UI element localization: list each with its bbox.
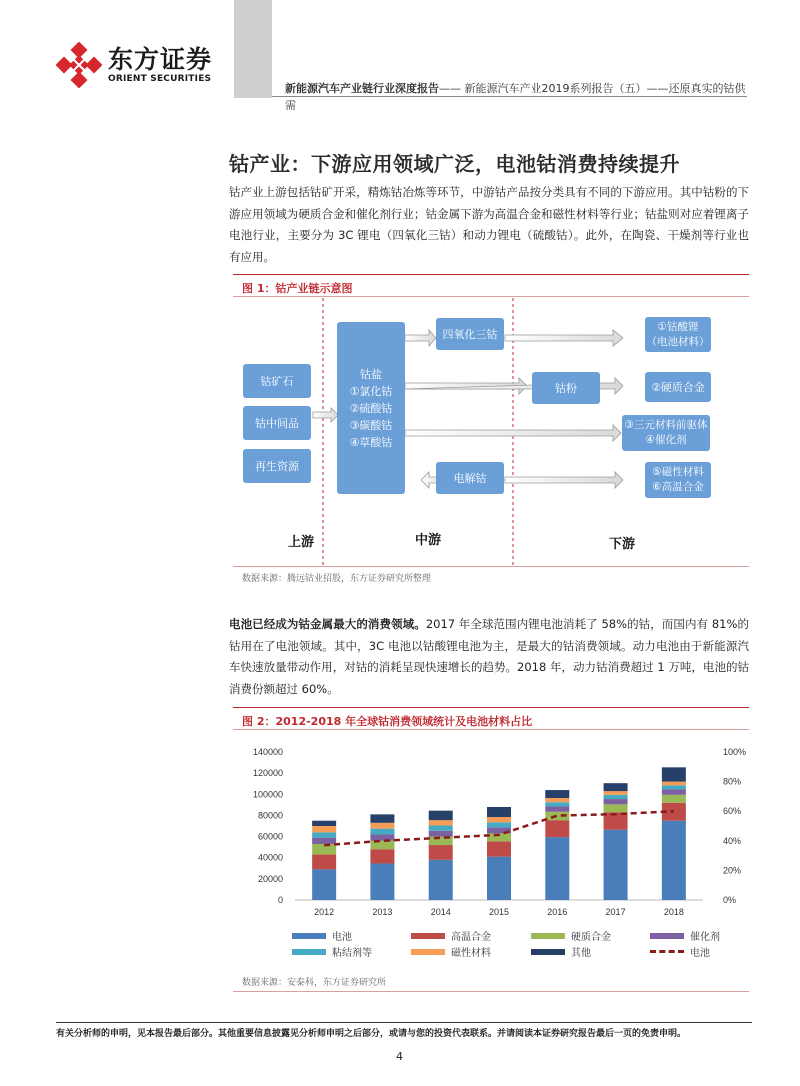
figure2-bottom-rule [233,991,749,992]
bar-segment [429,860,453,900]
legend-binder [292,944,372,959]
legend-swatch [411,933,445,939]
stage-label-upstream: 上游 [288,534,315,549]
bar-segment [662,767,686,781]
legend-label: 硬质合金 [571,932,611,943]
legend-swatch [531,949,565,955]
legend-high-temp [411,928,491,943]
report-header-title [285,80,755,114]
footer-divider [56,1022,752,1023]
legend-label: 其他 [571,948,591,959]
legend-label: 高温合金 [451,932,491,943]
bar-segment [370,864,394,900]
paragraph-2-lead: 电池已经成为钴金属最大的消费领域。 [229,617,426,631]
y2-tick-label: 0% [723,895,737,905]
figure1-top-rule [233,274,749,275]
box-ternary-catalyst: ③三元材料前驱体 ④催化剂 [622,415,710,451]
bar-segment [312,869,336,900]
paragraph-1: 钴产业上游包括钴矿开采，精炼钴冶炼等环节，中游钴产品按分类具有不同的下游应用。其中钴粉的下游应用领域为硬质合金和催化剂行业；钴金属下游为高温合金和磁性材料等行业；钴盐则对应着锂离子电池行业，主要分为 3C 锂电（四氧化三钴）和动力锂电（硫酸钴）。此外，在陶瓷、干燥剂等行业也有应用。 [229,185,749,264]
figure2-top-rule [233,707,749,708]
legend-label: 磁性材料 [451,948,491,959]
header-divider [272,96,747,97]
legend-swatch [292,933,326,939]
y-tick-label: 120000 [252,768,283,779]
legend-swatch [650,950,684,953]
bar-segment [370,823,394,829]
logo-en-text: ORIENT SECURITIES [108,74,212,84]
y2-tick-label: 80% [723,776,742,787]
y-tick-label: 80000 [257,810,283,821]
bar-segment [604,804,628,812]
logo [56,42,212,88]
x-tick-label: 2012 [314,907,335,917]
legend-magnetic [411,944,491,959]
paragraph-2-body: 2017 年全球范围内锂电池消耗了 58%的钴，而国内有 81%的钴用在了电池领域。其中，3C 电池以钴酸锂电池为主，是最大的钴消费领域。动力电池由于新能源汽车快速放量带动作用，对钴的消耗呈现快速增长的趋势。2018 年，动力钴消费超过 1 万吨，电池的钴消费份额超过 60%。 [229,617,750,696]
bar-segment [429,811,453,821]
y2-tick-label: 20% [723,865,742,876]
box-cobalt-powder: 钴粉 [532,372,600,404]
bar-segment [429,825,453,830]
x-tick-label: 2016 [547,907,568,917]
box-tco: 四氧化三钴 [436,318,504,350]
bar-segment [429,820,453,825]
bar-segment [545,837,569,900]
y2-tick-label: 100% [723,747,747,757]
bar-segment [429,831,453,837]
bar-segment [545,798,569,802]
y-tick-label: 0 [277,895,283,905]
arrow-upstream [313,408,338,422]
legend-other [531,944,591,959]
arrow-salt-tco [405,330,436,346]
bar-segment [545,790,569,798]
footer-disclaimer: 有关分析师的申明，见本报告最后部分。其他重要信息披露见分析师申明之后部分，或请与您的投资代表联系。并请阅读本证券研究报告最后一页的免责申明。 [56,1029,687,1039]
bar-segment [487,817,511,822]
header-gray-bar [234,0,272,98]
legend-hard [531,928,611,943]
legend-label: 电池 [690,948,710,959]
bar-segment [662,785,686,789]
x-tick-label: 2017 [605,907,626,917]
figure1-title: 图 1：钴产业链示意图 [242,282,353,295]
figure1-title-rule [233,296,749,297]
bar-segment [487,822,511,827]
box-recycled: 再生资源 [243,449,311,483]
legend-swatch [411,949,445,955]
stage-label-midstream: 中游 [415,532,442,547]
y-tick-label: 100000 [252,789,283,800]
legend-label: 催化剂 [690,932,720,943]
bar-segment [312,844,336,855]
legend-label: 电池 [332,932,352,943]
bar-segment [662,790,686,795]
legend-swatch [292,949,326,955]
x-tick-label: 2013 [372,907,393,917]
bar-segment [370,834,394,840]
figure2-title: 图 2：2012-2018 年全球钴消费领域统计及电池材料占比 [242,715,533,728]
cobalt-consumption-chart [233,740,749,930]
figure1-bottom-rule [233,566,749,567]
section-title: 钴产业：下游应用领域广泛，电池钴消费持续提升 [229,152,680,176]
bar-segment [312,855,336,870]
bar-segment [487,841,511,856]
x-tick-label: 2018 [663,907,684,917]
legend-swatch [531,933,565,939]
legend-label: 粘结剂等 [332,948,372,959]
bar-segment [370,841,394,849]
bar-segment [429,845,453,860]
box-licoo2: ①钴酸锂 （电池材料） [645,317,711,352]
bar-segment [487,857,511,900]
legend-catalyst [650,928,720,943]
y-tick-label: 60000 [257,831,283,842]
bar-segment [370,829,394,835]
figure2-source: 数据来源：安泰科，东方证券研究所 [242,978,387,988]
bar-segment [370,814,394,822]
bar-segment [312,826,336,832]
bar-segment [370,849,394,863]
bar-segment [604,783,628,791]
box-electrolytic-cobalt: 电解钴 [436,462,504,494]
bar-segment [604,791,628,795]
bar-segment [604,799,628,804]
bar-segment [545,820,569,837]
logo-cn-text: 东方证券 [108,45,213,74]
box-cobalt-intermediate: 钴中间品 [243,406,311,440]
orient-logo-icon [56,42,102,88]
y2-tick-label: 60% [723,806,742,817]
bar-segment [662,821,686,900]
bar-segment [604,830,628,900]
box-cobalt-salt: 钴盐 ①氯化钴 ②硫酸钴 ③碳酸钴 ④草酸钴 [337,322,405,494]
box-magnetic-superalloy: ⑤磁性材料 ⑥高温合金 [645,462,711,498]
legend-swatch [650,933,684,939]
y-tick-label: 140000 [252,747,283,757]
bar-segment [545,806,569,811]
bar-segment [312,838,336,844]
y-tick-label: 20000 [257,873,283,884]
bar-segment [604,795,628,799]
figure2-title-rule [233,729,749,730]
y-tick-label: 40000 [257,852,283,863]
y2-tick-label: 40% [723,835,742,846]
bar-segment [312,821,336,826]
report-title-bold: 新能源汽车产业链行业深度报告 [285,82,439,95]
legend-battery [292,928,352,943]
bar-segment [545,802,569,806]
bar-segment [487,807,511,817]
stage-label-downstream: 下游 [609,536,636,551]
bar-segment [662,795,686,803]
bar-segment [312,832,336,837]
figure1-source: 数据来源：腾远钴业招股，东方证券研究所整理 [242,574,432,584]
arrow-electro-magnetic [505,472,623,488]
paragraph-2 [229,614,749,700]
bar-segment [662,782,686,786]
x-tick-label: 2014 [430,907,451,917]
arrow-tco-licoo2 [505,330,623,346]
box-cobalt-ore: 钴矿石 [243,364,311,398]
page-number: 4 [396,1050,403,1063]
report-title-rest: —— 新能源汽车产业2019系列报告（五）——还原真实的钴供需 [285,82,746,112]
box-hard-alloy: ②硬质合金 [645,372,711,402]
legend-battery-share [650,944,710,959]
x-tick-label: 2015 [488,907,510,917]
